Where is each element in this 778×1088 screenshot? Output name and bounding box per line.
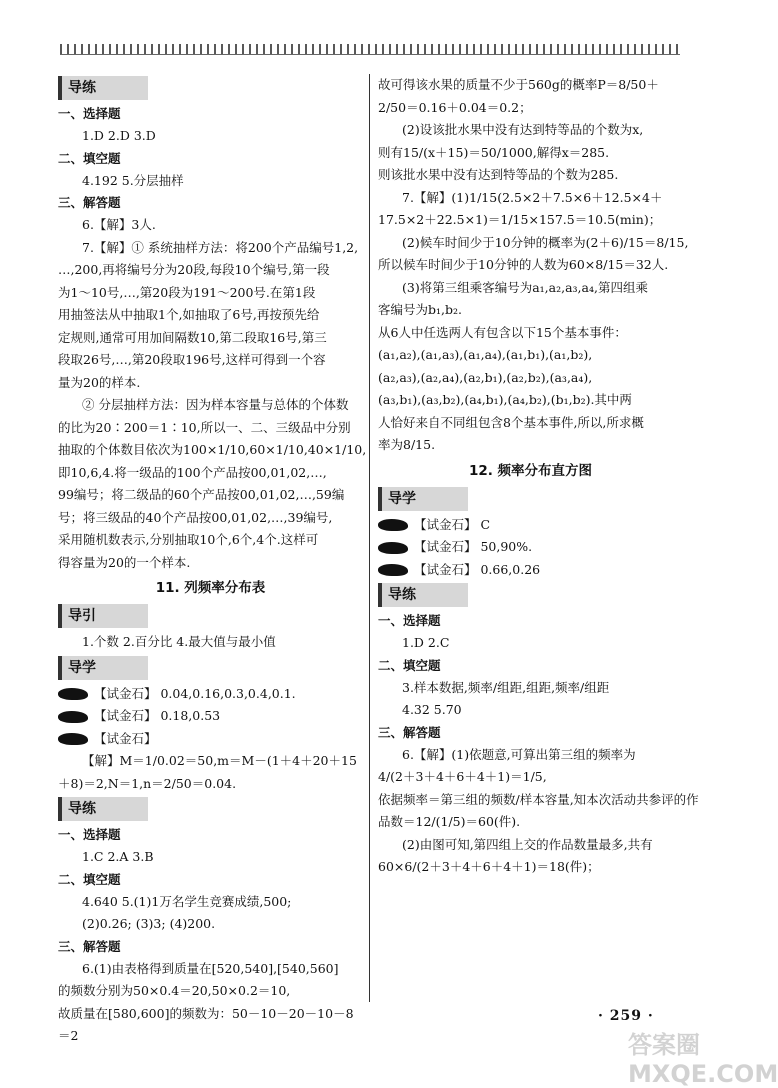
section-title-12: 12. 频率分布直方图 [468,462,593,479]
top-ornament-border [60,44,680,55]
text-line: 6.【解】(1)依题意,可算出第三组的频率为 [402,746,636,762]
column-divider [369,74,370,1002]
text-line: 【试金石】 0.04,0.16,0.3,0.4,0.1. [58,683,363,706]
text-line: 人恰好来自不同组包含8个基本事件,所以,所求概 [378,414,644,430]
text-line: 7.【解】(1)1/15(2.5×2＋7.5×6＋12.5×4＋ [402,189,663,205]
page-number: · 259 · [598,1008,654,1024]
text-line: 率为8/15. [378,437,436,452]
section-header-daoxue: 导学 [58,656,148,680]
text-line: 用抽签法从中抽取1个,如抽取了6号,再按预先给 [58,307,320,322]
example-badge-icon [58,733,88,745]
example-badge-icon [378,519,408,531]
text-line: …,200,再将编号分为20段,每段10个编号,第一段 [58,262,330,277]
section-header-daolian: 导练 [58,76,148,100]
example-badge-icon [378,542,408,554]
section-header-daolian-2: 导练 [58,797,148,821]
text-line: 一、选择题 [378,613,441,628]
text-line: 二、填空题 [58,871,121,887]
text-line: 则该批水果中没有达到特等品的个数为285. [378,167,619,182]
text-line: 所以候车时间少于10分钟的人数为60×8/15＝32人. [378,257,669,272]
text-line: 6.(1)由表格得到质量在[520,540],[540,560] [82,960,339,976]
text-line: 一、选择题 [58,827,121,842]
text-line: 采用随机数表示,分别抽取10个,6个,4个.这样可 [58,532,319,547]
section-header-daoyin: 导引 [58,604,148,628]
text-line: 段取26号,…,第20段取196号,这样可得到一个容 [58,352,326,367]
text-line: 抽取的个体数目依次为100×1/10,60×1/10,40×1/10, [58,442,367,457]
section-header-daoxue-right: 导学 [378,487,468,511]
text-line: 定规则,通常可用加间隔数10,第二段取16号,第三 [58,329,327,345]
text-line: 【试金石】 0.18,0.53 [58,705,363,728]
text-line: 99编号；将二级品的60个产品按00,01,02,…,59编 [58,487,345,502]
text-line: 【试金石】 C [378,514,683,537]
right-column [378,74,699,879]
text-line: 量为20的样本. [58,374,141,390]
text-line: (a₁,a₂),(a₁,a₃),(a₁,a₄),(a₁,b₁),(a₁,b₂), [378,347,593,362]
text-line: (a₃,b₁),(a₃,b₂),(a₄,b₁),(a₄,b₂),(b₁,b₂).其中两 [378,392,632,407]
text-line: 6.【解】3人. [82,217,156,232]
text-line: 17.5×2＋22.5×1)＝1/15×157.5＝10.5(min)； [378,212,662,227]
text-line: 7.【解】① 系统抽样方法：将200个产品编号1,2, [82,239,359,255]
text-line: 1.C 2.A 3.B [82,849,154,864]
text-line: 依据频率＝第三组的频数/样本容量,知本次活动共参评的作 [378,791,699,807]
text-line: 1.D 2.C [402,635,450,650]
section-title-11: 11. 列频率分布表 [155,580,266,596]
text-line: 品数＝12/(1/5)＝60(件). [378,814,521,829]
text-line: 三、解答题 [58,195,121,210]
text-line: 一、选择题 [58,106,121,121]
text-line: (2)候车时间少于10分钟的概率为(2＋6)/15＝8/15, [402,234,689,250]
text-line: ＝2 [58,1028,79,1043]
watermark-logo: 答案圈 MXQE.COM [628,1031,778,1088]
text-line: ＋8)＝2,N＝1,n＝2/50＝0.04. [58,775,237,791]
text-line: 【试金石】 0.66,0.26 [378,559,683,582]
text-line: (2)设该批水果中没有达到特等品的个数为x, [402,122,644,137]
text-line: 号；将三级品的40个产品按00,01,02,…,39编号, [58,509,333,525]
left-column [58,74,367,1048]
example-badge-icon [58,688,88,700]
text-line: 60×6/(2＋3＋4＋6＋4＋1)＝18(件)； [378,859,600,874]
text-line: 故可得该水果的质量不少于560g的概率P＝8/50＋ [378,77,659,92]
text-line: (2)由图可知,第四组上交的作品数量最多,共有 [402,836,653,852]
text-line: 1.D 2.D 3.D [82,128,156,143]
text-line: 三、解答题 [378,724,441,740]
text-line: (a₂,a₃),(a₂,a₄),(a₂,b₁),(a₂,b₂),(a₃,a₄), [378,369,593,385]
text-line: 2/50＝0.16＋0.04＝0.2； [378,99,532,115]
text-line: 为1～10号,…,第20段为191～200号.在第1段 [58,284,316,300]
text-line: 4/(2＋3＋4＋6＋4＋1)＝1/5, [378,769,547,784]
text-line: 二、填空题 [378,657,441,673]
text-line: 4.640 5.(1)1万名学生竞赛成绩,500; [82,893,292,909]
section-header-daolian-right: 导练 [378,583,468,607]
text-line: 得容量为20的一个样本. [58,554,191,570]
text-line: (2)0.26; (3)3; (4)200. [82,916,216,931]
text-line: 【试金石】 [58,728,363,751]
left-block-1 [58,103,367,574]
text-line: 则有15/(x＋15)＝50/1000,解得x＝285. [378,144,610,160]
text-line: 的比为20∶200＝1∶10,所以一、二、三级品中分别 [58,419,351,435]
text-line: (3)将第三组乘客编号为a₁,a₂,a₃,a₄,第四组乘 [402,279,648,295]
text-line: 二、填空题 [58,150,121,166]
text-line: 1.个数 2.百分比 4.最大值与最小值 [82,634,276,649]
text-line: 三、解答题 [58,938,121,954]
text-line: 4.32 5.70 [402,702,462,717]
text-line: 从6人中任选两人有包含以下15个基本事件： [378,324,627,340]
text-line: 故质量在[580,600]的频数为：50－10－20－10－8 [58,1005,354,1021]
text-line: 的频数分别为50×0.4＝20,50×0.2＝10, [58,983,291,998]
text-line: 4.192 5.分层抽样 [82,172,184,188]
text-line: 即10,6,4.将一级品的100个产品按00,01,02,…, [58,464,327,480]
example-badge-icon [58,711,88,723]
text-line: 3.样本数据,频率/组距,组距,频率/组距 [402,679,610,695]
text-line: 客编号为b₁,b₂. [378,302,462,317]
text-line: 【解】M＝1/0.02＝50,m＝M－(1＋4＋20＋15 [82,753,357,768]
example-badge-icon [378,564,408,576]
text-line: ② 分层抽样方法：因为样本容量与总体的个体数 [82,397,349,412]
text-line: 【试金石】 50,90%. [378,536,683,559]
